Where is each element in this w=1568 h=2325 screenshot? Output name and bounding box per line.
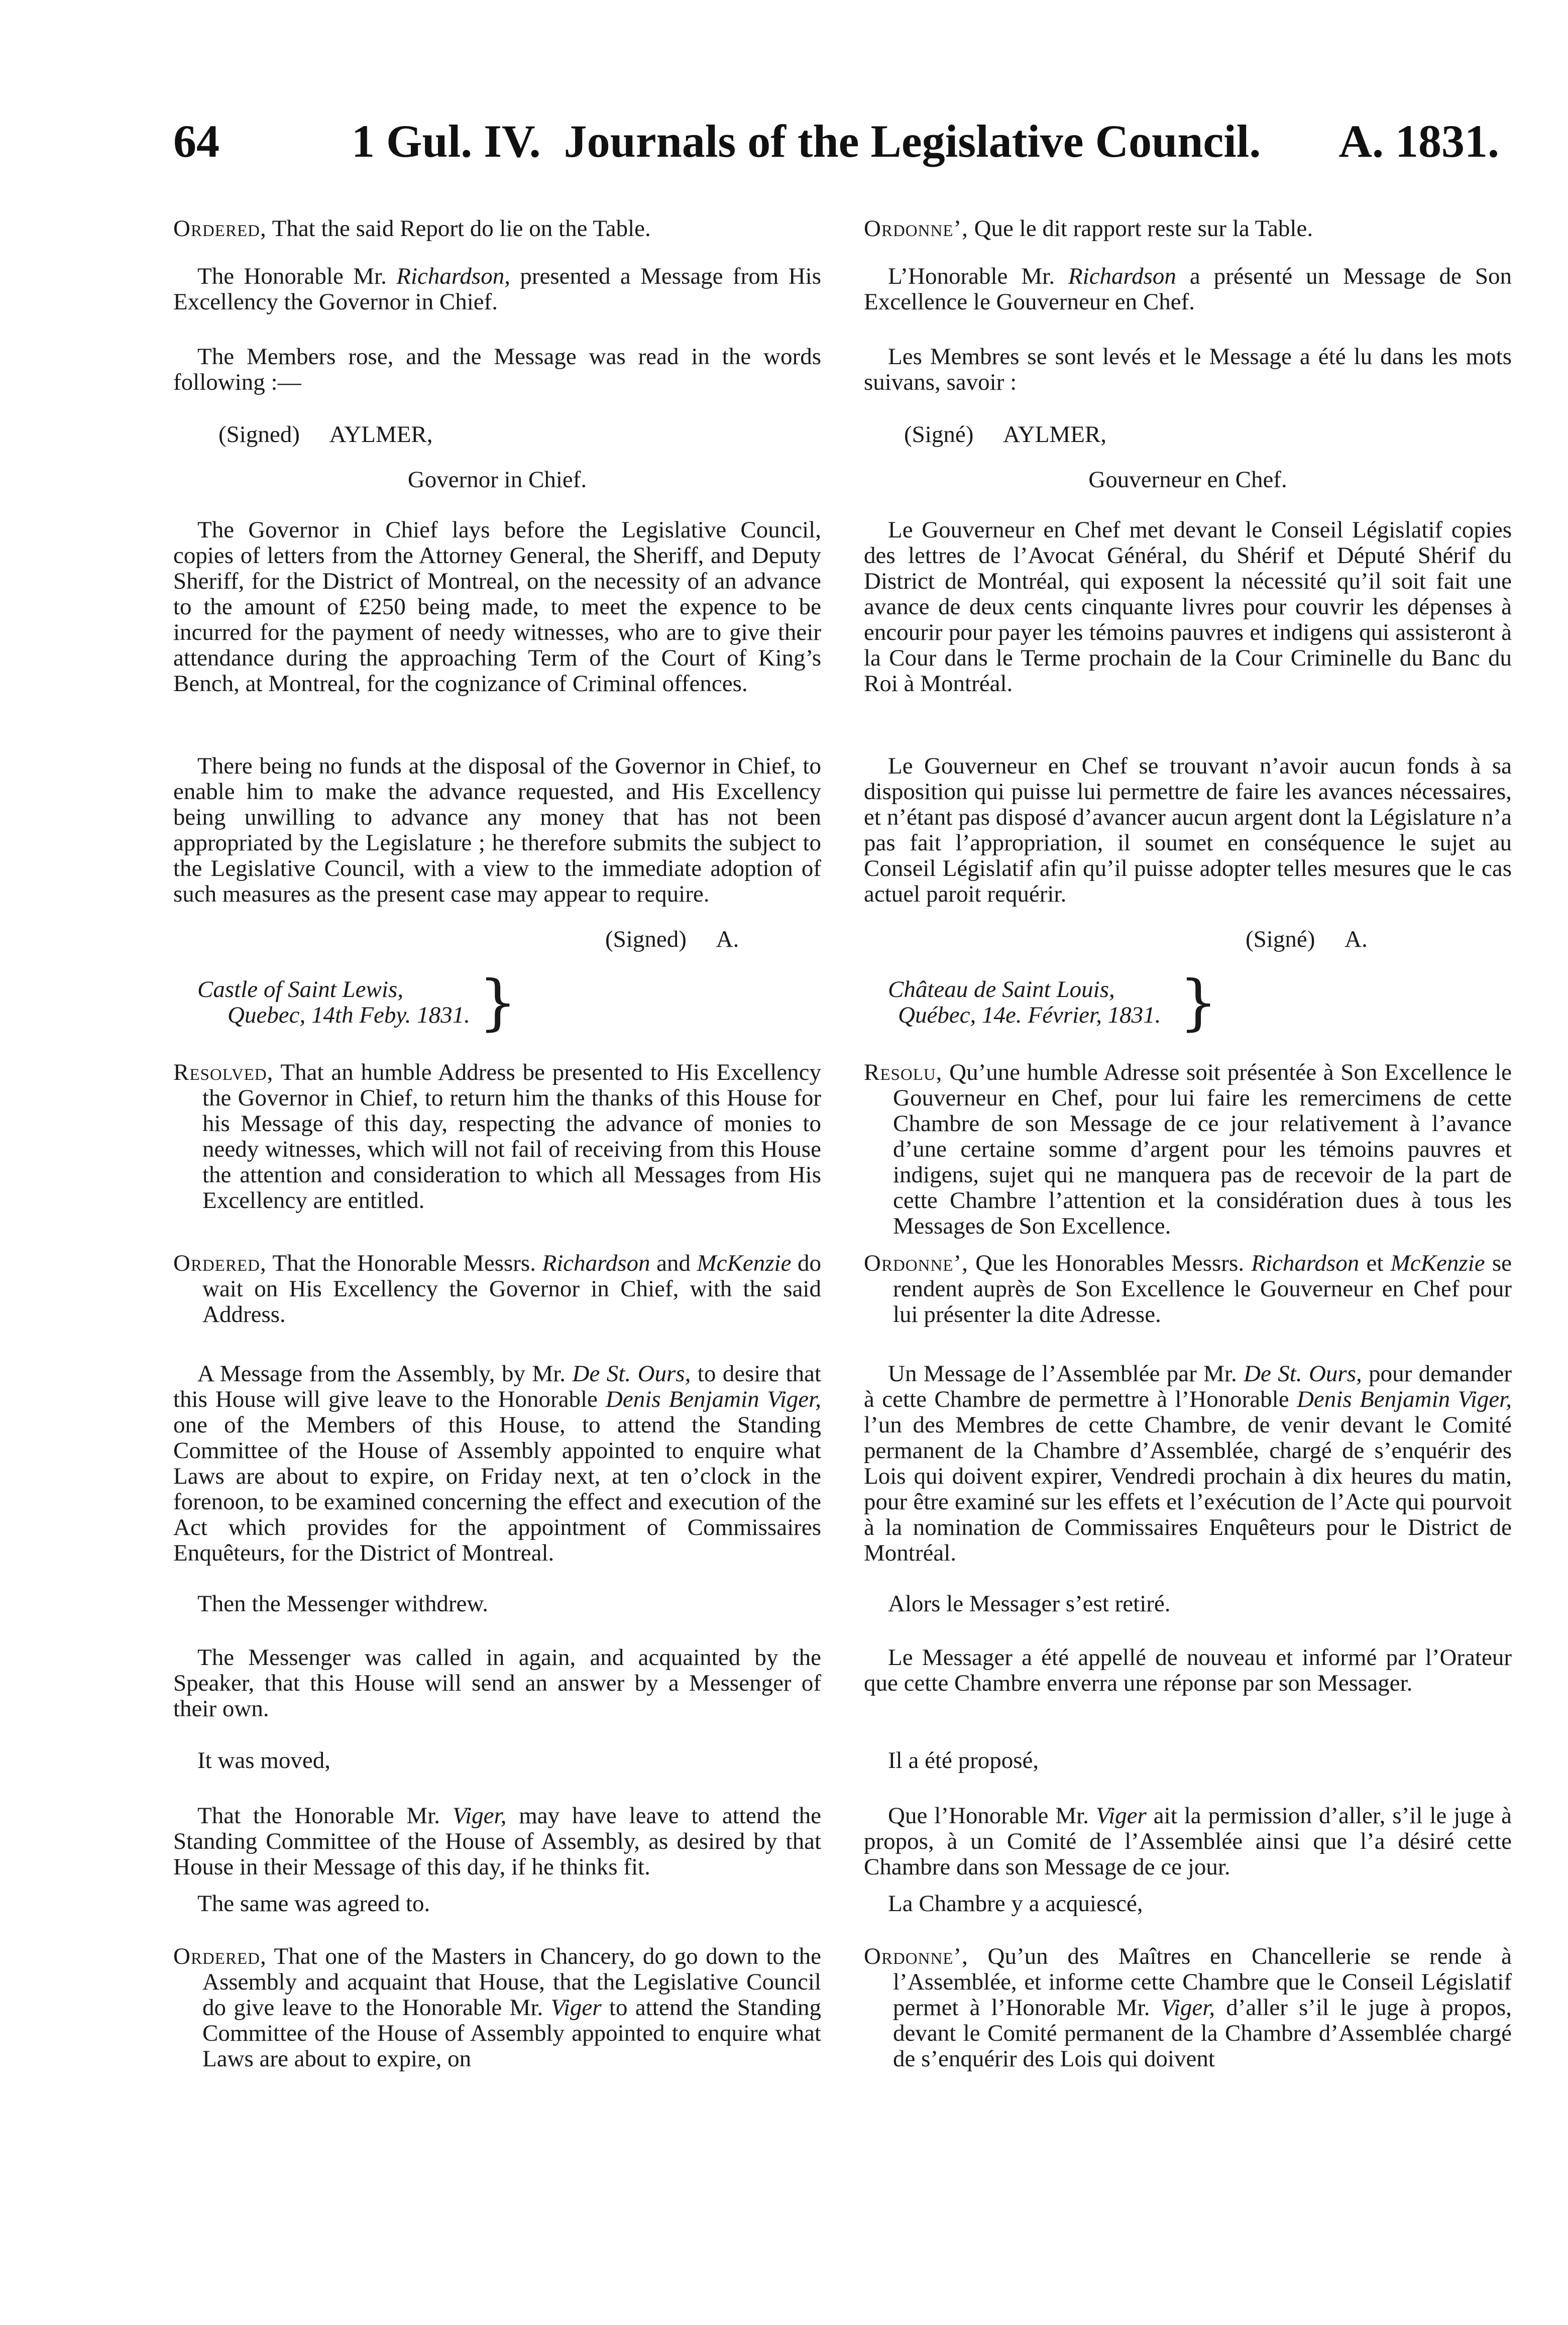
member-name: Denis Benjamin Viger, (1296, 1386, 1512, 1412)
signatory-name: A. (1345, 926, 1368, 952)
member-name: Viger (1095, 1803, 1147, 1829)
members-paragraph (173, 344, 821, 395)
signe-aylmer (904, 422, 1106, 448)
agreed-text: The same was agreed to. (197, 1891, 430, 1917)
ordonne-chancellerie-entry (864, 1944, 1512, 2072)
text: L’Honorable Mr. (888, 263, 1068, 289)
text: and (650, 1250, 697, 1276)
ordered-chancery-entry (173, 1944, 821, 2072)
member-name: Viger (550, 1995, 602, 2021)
dateline-place: Château de Saint Louis, (888, 976, 1115, 1003)
presented-paragraph (173, 264, 821, 315)
brace-glyph: } (1179, 968, 1218, 1038)
text: presented a Message from His Excellency the Governor in Chief. (173, 263, 821, 315)
member-name: Viger, (452, 1803, 507, 1829)
signatory-name: AYLMER, (329, 421, 433, 448)
text: The Honorable Mr. (197, 263, 397, 289)
member-name: Richardson, (396, 263, 510, 289)
running-title (352, 115, 1261, 168)
signe-label: (Signé) (904, 421, 974, 448)
governor-title (173, 467, 821, 493)
signed-label: (Signed) (605, 926, 687, 952)
ordonne-label: Ordonne’, (864, 1943, 968, 1969)
ordered-label: Ordered, (173, 1943, 267, 1969)
signatory-name: AYLMER, (1003, 421, 1107, 448)
fonds-paragraph (864, 753, 1512, 907)
resolu-label: Resolu, (864, 1059, 943, 1085)
resolved-text: That an humble Address be presented to His Excellency the Governor in Chief, to return him the thanks of this House for his Message of this day, respecting the advance of monies to needy witnesses, which will not fail of receiving from this House the attention and consideration to which all Messages from His Excellency are entitled. (202, 1059, 821, 1213)
propose-text: Il a été proposé, (888, 1747, 1039, 1774)
text: Que l’Honorable Mr. (888, 1803, 1096, 1829)
text: Que les Honorables Messrs. (975, 1250, 1252, 1276)
member-name: Richardson (1068, 263, 1176, 289)
acquiesce-paragraph (864, 1891, 1512, 1917)
journal-title: Journals of the Legislative Council. (564, 116, 1261, 167)
funds-text: There being no funds at the disposal of the Governor in Chief, to enable him to make the advance requested, and His Excellency being unwilling to advance any money that has not been appropriated by the Legislature ; he therefore submits the subject to the Legislative Council, with a view to the immediate adoption of such measures as the present case may appear to require. (173, 753, 821, 907)
text: to desire that this House will give leave to the Honorable (173, 1361, 821, 1412)
text: se rendent auprès de Son Excellence le Gouverneur en Chef pour lui présenter la dite Adresse. (893, 1250, 1512, 1327)
member-name: Viger, (1161, 1995, 1215, 2021)
resolved-label: Resolved, (173, 1059, 274, 1085)
signe-label: (Signé) (1246, 926, 1315, 952)
member-name: Denis Benjamin Viger, (605, 1386, 821, 1412)
text: That the Honorable Messrs. (272, 1250, 542, 1276)
member-name: Richardson (1251, 1250, 1360, 1276)
moved-paragraph (173, 1748, 821, 1774)
text: Un Message de l’Assemblée par Mr. (888, 1361, 1244, 1387)
text: to attend the Standing Committee of the House of Assembly appointed to enquire what Laws are about to expire, on (202, 1995, 821, 2072)
assemblee-message-paragraph (864, 1361, 1512, 1566)
members-text: The Members rose, and the Message was read in the words following :— (173, 344, 821, 395)
text: d’aller s’il le juge à propos, devant le Comité permanent de la Chambre d’Assemblée chargé de s’enquérir des Lois qui doivent (893, 1995, 1512, 2072)
governor-message-paragraph (173, 517, 821, 697)
ordered-label: Ordered, (173, 1250, 267, 1276)
retire-text: Alors le Messager s’est retiré. (888, 1591, 1171, 1617)
funds-paragraph (173, 753, 821, 907)
viger-permission-paragraph (864, 1803, 1512, 1880)
brace-glyph: } (479, 968, 517, 1038)
castle-dateline (197, 968, 519, 1038)
text: ait la permission d’aller, s’il le juge à propos, à un Comité de l’Assemblée ainsi que l’a désiré cette Chambre dans son Message de ce jour. (864, 1803, 1512, 1880)
member-name: De St. Ours, (1244, 1361, 1362, 1387)
acquiesce-text: La Chambre y a acquiescé, (888, 1891, 1143, 1917)
signed-aylmer (218, 422, 433, 448)
ordered-label: Ordered, (173, 215, 267, 242)
member-name: McKenzie (1390, 1250, 1485, 1276)
text: et (1359, 1250, 1391, 1276)
viger-motion-paragraph (173, 1803, 821, 1880)
withdrew-text: Then the Messenger withdrew. (197, 1591, 489, 1617)
gouverneur-title (864, 467, 1512, 493)
text: l’un des Membres de cette Chambre, de venir devant le Comité permanent de la Chambre d’Assemblée, chargé de s’enquérir des Lois qui doivent expirer, Vendredi prochain à dix heures du matin, pour être examiné sur les effets et l’exécution de l’Acte qui pourvoit à la nomination de Commissaires Enquêteurs pour le District de Montréal. (864, 1412, 1512, 1566)
header-year: A. 1831. (1338, 116, 1499, 167)
signed-a (605, 927, 739, 952)
presente-paragraph (864, 264, 1512, 315)
text: one of the Members of this House, to attend the Standing Committee of the House of Assembly appointed to enquire what Laws are about to expire, on Friday next, at ten o’clock in the forenoon, to be examined concerning the effect and execution of the Act which provides for the appointment of Commissaires Enquêteurs, for the District of Montreal. (173, 1412, 821, 1566)
member-name: De St. Ours, (572, 1361, 691, 1387)
text: That the Honorable Mr. (197, 1803, 453, 1829)
ordonne-rapport-entry (864, 216, 1512, 242)
withdrew-paragraph (173, 1591, 821, 1617)
title-text: Gouverneur en Chef. (1088, 467, 1287, 493)
text: a présenté un Message de Son Excellence le Gouverneur en Chef. (864, 263, 1512, 315)
agreed-paragraph (173, 1891, 821, 1917)
text: do wait on His Excellency the Governor in Chief, with the said Address. (202, 1250, 821, 1327)
text: Qu’un des Maîtres en Chancellerie se rende à l’Assemblée, et informe cette Chambre que le Conseil Législatif permet à l’Honorable Mr. (893, 1943, 1512, 2021)
moved-text: It was moved, (197, 1747, 330, 1774)
message-text: Le Gouverneur en Chef met devant le Conseil Législatif copies des lettres de l’Avocat Général, du Shérif et Député Shérif du District de Montréal, qui exposent la nécessité qu’il soit fait une avance de deux cents cinquante livres pour couvrir les dépenses à encourir pour payer les témoins pauvres et indigens qui assisteront à la Cour dans le Terme prochain de la Cour Criminelle du Banc du Roi à Montréal. (864, 517, 1512, 697)
title-text: Governor in Chief. (407, 467, 587, 493)
member-name: McKenzie (697, 1250, 792, 1276)
ordonne-text: Que le dit rapport reste sur la Table. (974, 215, 1313, 242)
chateau-dateline (888, 968, 1218, 1038)
resolu-entry (864, 1060, 1512, 1239)
ordonne-label: Ordonne’, (864, 215, 968, 242)
signed-label: (Signed) (218, 421, 300, 448)
text: pour demander à cette Chambre de permettre à l’Honorable (864, 1361, 1512, 1412)
page-number: 64 (173, 116, 219, 167)
propose-paragraph (864, 1748, 1512, 1774)
fonds-text: Le Gouverneur en Chef se trouvant n’avoir aucun fonds à sa disposition qui puisse lui permettre de faire les avances nécessaires, et n’étant pas disposé d’avancer aucun argent dont la Législature n’a pas fait l’appropriation, il soumet en conséquence le sujet au Conseil Législatif afin qu’il puisse adopter telles mesures que le cas actuel paroit requérir. (864, 753, 1512, 907)
called-paragraph (173, 1645, 821, 1722)
gouverneur-message-paragraph (864, 517, 1512, 697)
regnal-year: 1 Gul. IV. (352, 116, 541, 167)
dateline-place: Castle of Saint Lewis, (197, 976, 403, 1003)
text: A Message from the Assembly, by Mr. (197, 1361, 573, 1387)
ordonne-adresse-entry (864, 1251, 1512, 1327)
dateline-date: Quebec, 14th Feby. 1831. (228, 1002, 470, 1028)
message-text: The Governor in Chief lays before the Legislative Council, copies of letters from the Attorney General, the Sheriff, and Deputy Sheriff, for the District of Montreal, on the necessity of an advance to the amount of £250 being made, to meet the expence to be incurred for the payment of needy witnesses, who are to give their attendance during the approaching Term of the Court of King’s Bench, at Montreal, for the cognizance of Criminal offences. (173, 517, 821, 697)
assembly-message-paragraph (173, 1361, 821, 1566)
membres-paragraph (864, 344, 1512, 395)
appelle-text: Le Messager a été appellé de nouveau et informé par l’Orateur que cette Chambre enverra une réponse par son Messager. (864, 1644, 1512, 1696)
ordered-text: That the said Report do lie on the Table. (272, 215, 651, 242)
text: may have leave to attend the Standing Committee of the House of Assembly, as desired by that House in their Message of this day, if he thinks fit. (173, 1803, 821, 1880)
membres-text: Les Membres se sont levés et le Message a été lu dans les mots suivans, savoir : (864, 344, 1512, 395)
signe-a (1246, 927, 1368, 952)
resolu-text: Qu’une humble Adresse soit présentée à Son Excellence le Gouverneur en Chef, pour lui faire les remercimens de cette Chambre de son Message de ce jour relativement à l’avance d’une certaine somme d’argent pour les témoins pauvres et indigens, sujet qui ne manquera pas de recevoir de la part de cette Chambre l’attention et la considération dues à tous les Messages de Son Excellence. (893, 1059, 1512, 1239)
dateline-date: Québec, 14e. Février, 1831. (898, 1002, 1161, 1028)
page-header (173, 115, 1499, 175)
signatory-name: A. (716, 926, 739, 952)
appelle-paragraph (864, 1645, 1512, 1696)
ordered-report-entry (173, 216, 821, 242)
ordonne-label: Ordonne’, (864, 1250, 968, 1276)
text: That one of the Masters in Chancery, do go down to the Assembly and acquaint that House, that the Legislative Council do give leave to the Honorable Mr. (202, 1943, 821, 2021)
retire-paragraph (864, 1591, 1512, 1617)
ordered-address-entry (173, 1251, 821, 1327)
called-text: The Messenger was called in again, and acquainted by the Speaker, that this House will send an answer by a Messenger of their own. (173, 1644, 821, 1722)
resolved-entry (173, 1060, 821, 1213)
member-name: Richardson (542, 1250, 650, 1276)
